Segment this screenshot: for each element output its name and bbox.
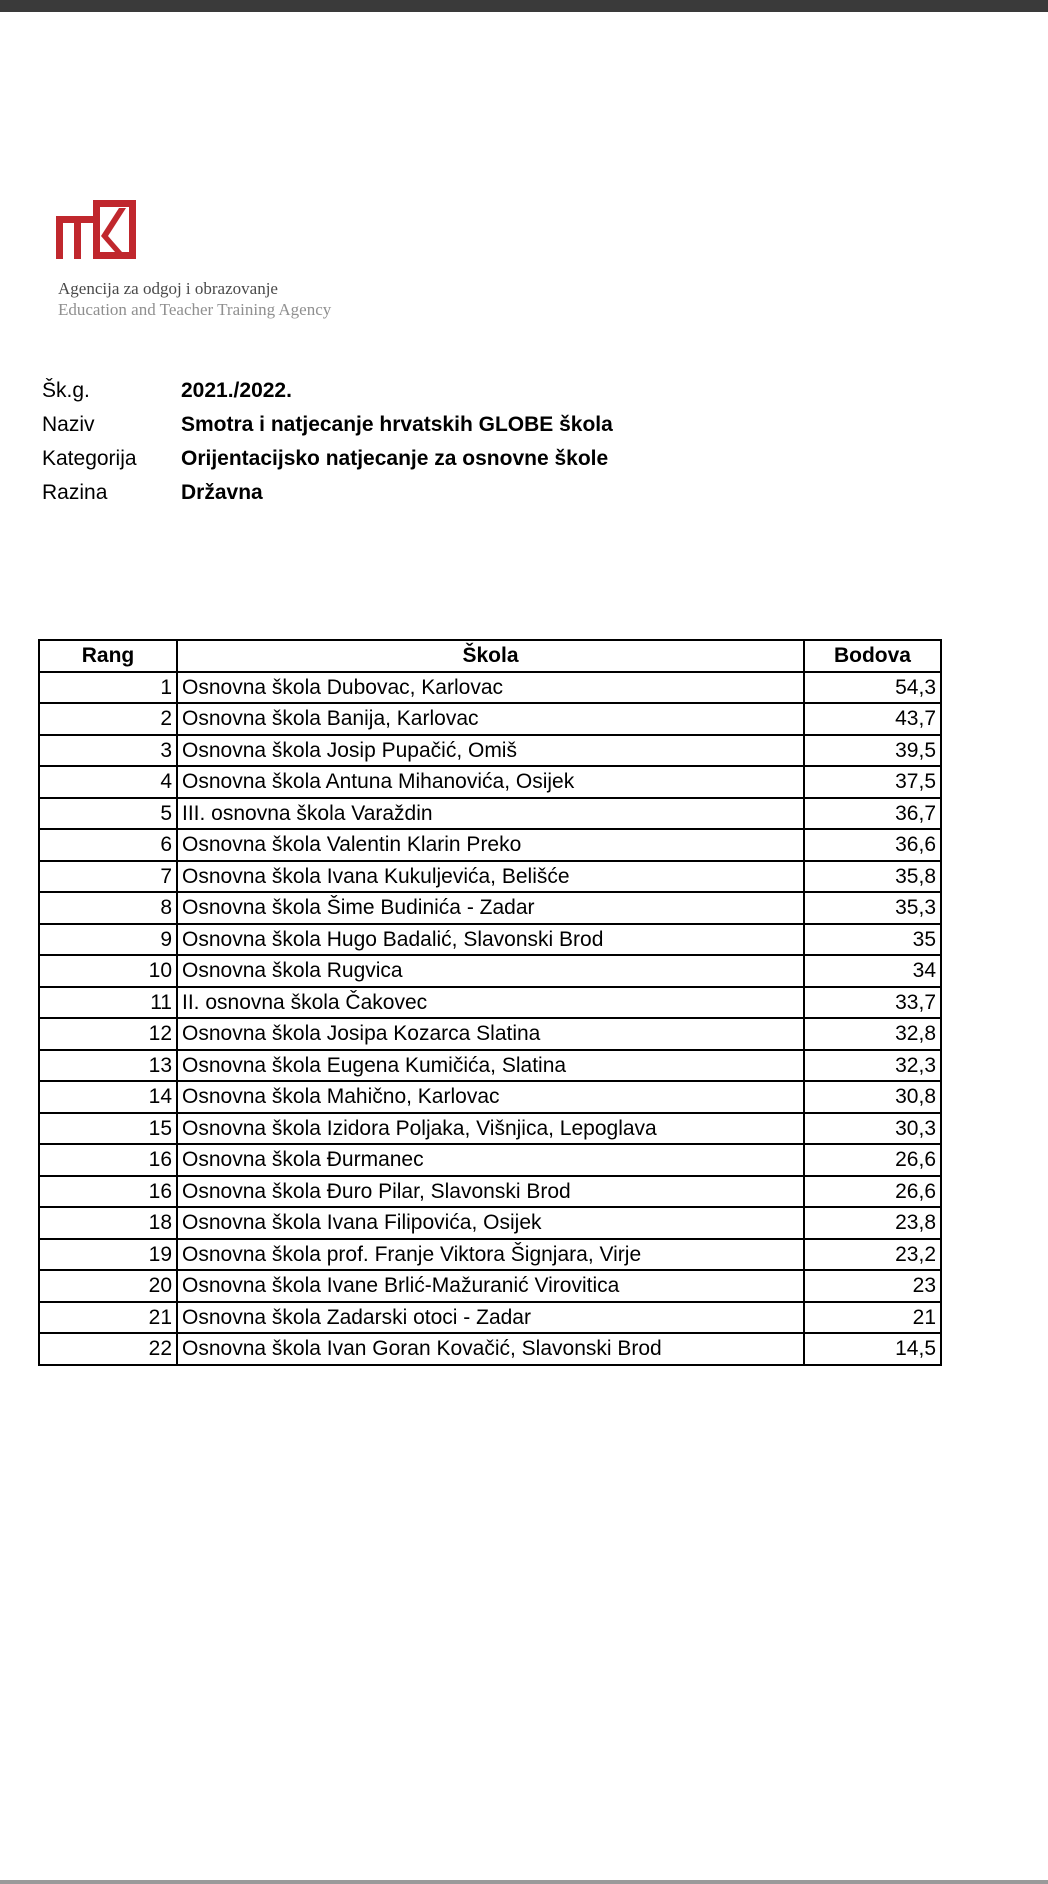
points-cell: 30,8 — [804, 1081, 941, 1113]
points-cell: 23,8 — [804, 1207, 941, 1239]
school-cell: II. osnovna škola Čakovec — [177, 987, 804, 1019]
points-cell: 23,2 — [804, 1239, 941, 1271]
school-cell: Osnovna škola Ivana Kukuljevića, Belišće — [177, 861, 804, 893]
school-cell: Osnovna škola Hugo Badalić, Slavonski Brod — [177, 924, 804, 956]
table-row — [39, 861, 941, 893]
rank-cell: 9 — [39, 924, 177, 956]
school-cell: Osnovna škola Ivana Filipovića, Osijek — [177, 1207, 804, 1239]
meta-row-category — [42, 442, 613, 476]
points-cell: 36,6 — [804, 829, 941, 861]
meta-label: Razina — [42, 481, 108, 504]
points-cell: 39,5 — [804, 735, 941, 767]
table-row — [39, 1176, 941, 1208]
table-row — [39, 735, 941, 767]
school-cell: Osnovna škola Eugena Kumičića, Slatina — [177, 1050, 804, 1082]
document-meta — [42, 374, 613, 510]
agency-name-en: Education and Teacher Training Agency — [58, 300, 332, 319]
meta-value: Orijentacijsko natjecanje za osnovne škole — [181, 447, 609, 470]
school-cell: Osnovna škola Đuro Pilar, Slavonski Brod — [177, 1176, 804, 1208]
rank-cell: 21 — [39, 1302, 177, 1334]
table-row — [39, 672, 941, 704]
rank-cell: 16 — [39, 1176, 177, 1208]
school-cell: Osnovna škola Josipa Kozarca Slatina — [177, 1018, 804, 1050]
header-points: Bodova — [804, 640, 941, 672]
rank-cell: 3 — [39, 735, 177, 767]
header-school: Škola — [177, 640, 804, 672]
table-row — [39, 1050, 941, 1082]
rank-cell: 12 — [39, 1018, 177, 1050]
rank-cell: 10 — [39, 955, 177, 987]
rank-cell: 11 — [39, 987, 177, 1019]
agency-logo-mark — [56, 196, 148, 260]
meta-row-name — [42, 408, 613, 442]
points-cell: 34 — [804, 955, 941, 987]
school-cell: Osnovna škola Šime Budinića - Zadar — [177, 892, 804, 924]
meta-value: 2021./2022. — [181, 379, 292, 402]
points-cell: 35,8 — [804, 861, 941, 893]
rank-cell: 22 — [39, 1333, 177, 1365]
table-row — [39, 1239, 941, 1271]
points-cell: 35 — [804, 924, 941, 956]
points-cell: 37,5 — [804, 766, 941, 798]
meta-value: Državna — [181, 481, 263, 504]
top-bar — [0, 0, 1048, 12]
rank-cell: 6 — [39, 829, 177, 861]
points-cell: 35,3 — [804, 892, 941, 924]
table-row — [39, 1018, 941, 1050]
school-cell: III. osnovna škola Varaždin — [177, 798, 804, 830]
school-cell: Osnovna škola prof. Franje Viktora Šignjara, Virje — [177, 1239, 804, 1271]
school-cell: Osnovna škola Izidora Poljaka, Višnjica, Lepoglava — [177, 1113, 804, 1145]
table-row — [39, 1333, 941, 1365]
meta-row-level — [42, 476, 613, 510]
points-cell: 23 — [804, 1270, 941, 1302]
table-row — [39, 703, 941, 735]
table-row — [39, 924, 941, 956]
points-cell: 26,6 — [804, 1144, 941, 1176]
table-row — [39, 1270, 941, 1302]
rank-cell: 1 — [39, 672, 177, 704]
points-cell: 33,7 — [804, 987, 941, 1019]
school-cell: Osnovna škola Valentin Klarin Preko — [177, 829, 804, 861]
table-row — [39, 892, 941, 924]
rank-cell: 16 — [39, 1144, 177, 1176]
school-cell: Osnovna škola Ivane Brlić-Mažuranić Virovitica — [177, 1270, 804, 1302]
table-row — [39, 1144, 941, 1176]
rank-cell: 4 — [39, 766, 177, 798]
points-cell: 32,8 — [804, 1018, 941, 1050]
table-row — [39, 1207, 941, 1239]
table-row — [39, 955, 941, 987]
school-cell: Osnovna škola Rugvica — [177, 955, 804, 987]
meta-label: Šk.g. — [42, 379, 90, 402]
rank-cell: 15 — [39, 1113, 177, 1145]
rank-cell: 2 — [39, 703, 177, 735]
school-cell: Osnovna škola Zadarski otoci - Zadar — [177, 1302, 804, 1334]
school-cell: Osnovna škola Mahično, Karlovac — [177, 1081, 804, 1113]
agency-name-hr: Agencija za odgoj i obrazovanje — [58, 279, 278, 298]
table-row — [39, 1081, 941, 1113]
school-cell: Osnovna škola Banija, Karlovac — [177, 703, 804, 735]
points-cell: 14,5 — [804, 1333, 941, 1365]
table-row — [39, 1302, 941, 1334]
meta-label: Naziv — [42, 413, 95, 436]
school-cell: Osnovna škola Đurmanec — [177, 1144, 804, 1176]
points-cell: 36,7 — [804, 798, 941, 830]
table-header-row — [39, 640, 941, 672]
header-rank: Rang — [39, 640, 177, 672]
points-cell: 21 — [804, 1302, 941, 1334]
table-row — [39, 1113, 941, 1145]
meta-row-school-year — [42, 374, 613, 408]
rank-cell: 13 — [39, 1050, 177, 1082]
table-row — [39, 766, 941, 798]
table-row — [39, 987, 941, 1019]
agency-logo — [56, 196, 148, 260]
rank-cell: 19 — [39, 1239, 177, 1271]
points-cell: 26,6 — [804, 1176, 941, 1208]
rank-cell: 7 — [39, 861, 177, 893]
school-cell: Osnovna škola Dubovac, Karlovac — [177, 672, 804, 704]
rank-cell: 14 — [39, 1081, 177, 1113]
school-cell: Osnovna škola Ivan Goran Kovačić, Slavonski Brod — [177, 1333, 804, 1365]
school-cell: Osnovna škola Josip Pupačić, Omiš — [177, 735, 804, 767]
results-table — [38, 639, 942, 1366]
points-cell: 30,3 — [804, 1113, 941, 1145]
rank-cell: 18 — [39, 1207, 177, 1239]
school-cell: Osnovna škola Antuna Mihanovića, Osijek — [177, 766, 804, 798]
meta-value: Smotra i natjecanje hrvatskih GLOBE škola — [181, 413, 613, 436]
meta-label: Kategorija — [42, 447, 137, 470]
rank-cell: 5 — [39, 798, 177, 830]
bottom-bar — [0, 1880, 1048, 1884]
points-cell: 54,3 — [804, 672, 941, 704]
points-cell: 43,7 — [804, 703, 941, 735]
rank-cell: 20 — [39, 1270, 177, 1302]
table-row — [39, 798, 941, 830]
points-cell: 32,3 — [804, 1050, 941, 1082]
table-body — [39, 672, 941, 1365]
table-row — [39, 829, 941, 861]
rank-cell: 8 — [39, 892, 177, 924]
